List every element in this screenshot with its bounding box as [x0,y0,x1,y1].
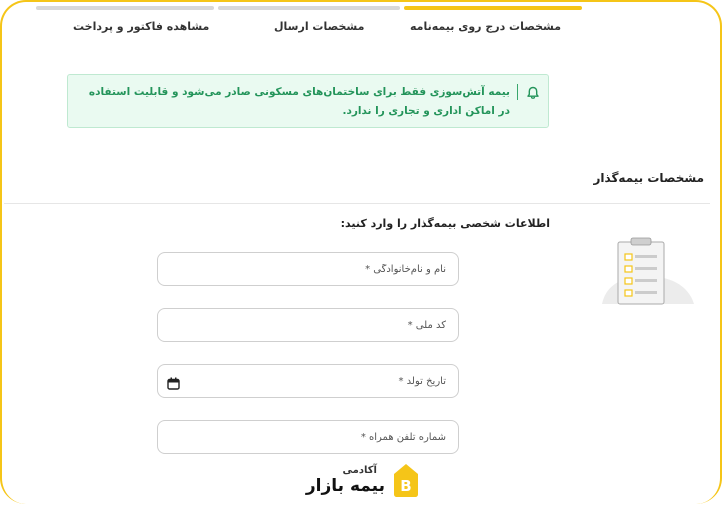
step-bar-insurance-details [404,6,582,10]
bell-icon [526,85,540,99]
bimebazar-logo-mark [391,462,421,498]
form-heading: اطلاعات شخصی بیمه‌گذار را وارد کنید: [340,217,550,230]
stepper-progress [36,6,580,10]
alert-message: بیمه آتش‌سوزی فقط برای ساختمان‌های مسکونی صادر می‌شود و قابلیت استفاده در اماکن اداری و تجاری را ندارد. [88,86,510,117]
alert-divider [517,84,518,100]
residential-only-alert [67,74,549,128]
calendar-icon[interactable] [167,375,180,388]
clipboard-checklist-icon [598,236,696,310]
svg-text:B: B [400,477,412,495]
step-bar-payment [36,6,214,10]
bimebazar-academy-logo [305,462,421,502]
mobile-number-input[interactable] [158,421,458,453]
policyholder-section-title: مشخصات بیمه‌گذار [593,171,704,185]
step-bar-shipping [218,6,400,10]
section-divider [4,203,710,204]
logo-subtitle: آکادمی [342,465,377,476]
national-code-field[interactable] [157,308,459,342]
step-insurance-details: مشخصات درج روی بیمه‌نامه [410,20,562,33]
mobile-number-field[interactable] [157,420,459,454]
step-payment: مشاهده فاکتور و پرداخت [73,20,210,33]
full-name-field[interactable] [157,252,459,286]
birth-date-input[interactable] [158,365,458,397]
national-code-input[interactable] [158,309,458,341]
step-shipping: مشخصات ارسال [274,20,365,33]
birth-date-field[interactable] [157,364,459,398]
logo-title: بیمه بازار [305,476,385,496]
full-name-input[interactable] [158,253,458,285]
